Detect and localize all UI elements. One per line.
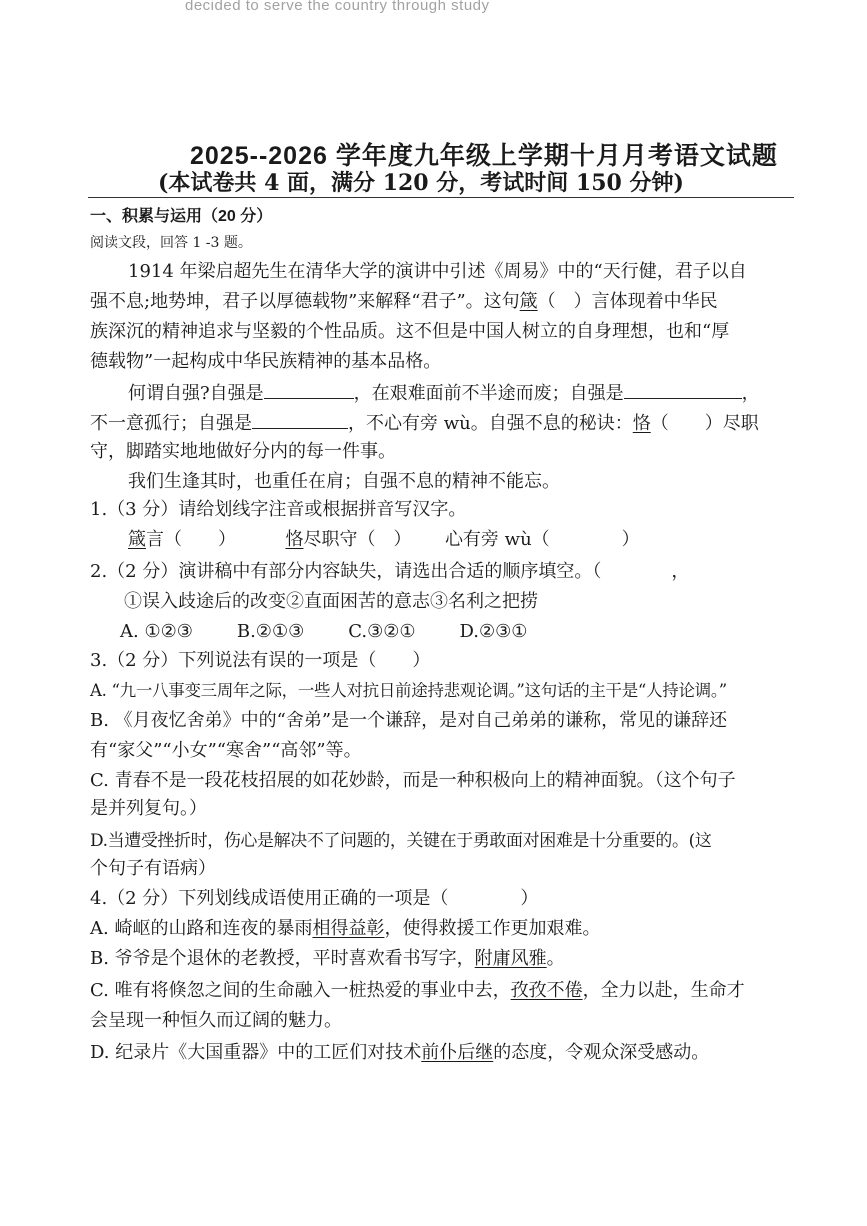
underlined-word: 箴 (519, 291, 538, 312)
item-text: 言（ ） (146, 529, 236, 550)
fill-blank[interactable] (624, 382, 742, 399)
question-2-options (120, 620, 820, 644)
option-a[interactable]: A. ①②③ (120, 621, 193, 642)
passage-text: 强不息;地势坤，君子以厚德载物”来解释“君子”。这句 (90, 291, 520, 312)
question-3-stem: 3.（2 分）下列说法有误的一项是（ ） (90, 650, 431, 671)
passage-text: ，在艰难面前不半途而废；自强是 (353, 383, 624, 404)
option-text: 。 (546, 948, 565, 969)
question-4-stem: 4.（2 分）下列划线成语使用正确的一项是（ ） (90, 888, 539, 909)
question-1-items (128, 528, 828, 552)
question-3-option-a[interactable]: A. “九一八事变三周年之际，一些人对抗日前途持悲观论调。”这句话的主干是“人持论调。” (90, 681, 727, 700)
underlined-idiom: 前仆后继 (421, 1042, 494, 1063)
question-2-items: ①误入歧途后的改变②直面困苦的意志③名利之把捞 (124, 591, 538, 612)
section-heading: 一、积累与运用（20 分） (90, 208, 273, 225)
question-3-option-c[interactable]: C. 青春不是一段花枝招展的如花妙龄，而是一种积极向上的精神面貌。（这个句子 (90, 770, 736, 791)
fill-blank[interactable] (252, 412, 348, 429)
passage-text: （ ）尽职 (650, 413, 759, 434)
passage-line (90, 412, 790, 436)
passage-text: 不一意孤行；自强是 (90, 413, 252, 434)
question-4-option-c-cont: 会呈现一种恒久而辽阔的魅力。 (90, 1010, 342, 1031)
option-text: ，全力以赴，生命才 (582, 980, 745, 1001)
option-b[interactable]: B.②①③ (236, 621, 305, 642)
option-text: 的态度，令观众深受感动。 (493, 1042, 710, 1063)
fill-blank[interactable] (264, 382, 354, 399)
question-3-option-d[interactable]: D.当遭受挫折时，伤心是解决不了问题的，关键在于勇敢面对困难是十分重要的。(这 (90, 831, 712, 851)
passage-text: （ ）言体现着中华民 (537, 291, 718, 312)
underlined-idiom: 孜孜不倦 (510, 980, 583, 1001)
option-text: B. 爷爷是个退休的老教授，平时喜欢看书写字， (90, 948, 475, 969)
item-text: 心有旁 wù（ ） (444, 529, 640, 550)
passage-line (128, 382, 828, 406)
passage-line: 1914 年梁启超先生在清华大学的演讲中引述《周易》中的“天行健，君子以自 (128, 261, 747, 282)
exam-subtitle: (本试卷共 4 面，满分 120 分，考试时间 150 分钟) (158, 170, 684, 196)
option-c[interactable]: C.③②① (348, 621, 416, 642)
option-text: D. 纪录片《大国重器》中的工匠们对技术 (90, 1042, 422, 1063)
title-divider (88, 197, 794, 198)
passage-line: 守，脚踏实地地做好分内的每一件事。 (90, 441, 396, 462)
item-text: 尽职守（ ） (303, 529, 412, 550)
passage-line: 族深沉的精神追求与坚毅的个性品质。这不但是中国人树立的自身理想，也和“厚 (90, 321, 730, 342)
question-3-option-b[interactable]: B. 《月夜忆舍弟》中的“舍弟”是一个谦辞，是对自己弟弟的谦称，常见的谦辞还 (90, 710, 728, 731)
underlined-word: 恪 (632, 413, 651, 434)
option-text: ，使得救援工作更加艰难。 (384, 918, 601, 939)
question-4-option-a[interactable] (90, 917, 790, 941)
underlined-word: 箴 (128, 529, 146, 550)
question-2-stem (90, 560, 790, 584)
option-d[interactable]: D.②③① (459, 621, 528, 642)
passage-line: 我们生逢其时，也重任在肩；自强不息的精神不能忘。 (128, 471, 560, 492)
passage-text: 何谓自强?自强是 (128, 383, 264, 404)
option-text: A. 崎岖的山路和连夜的暴雨 (90, 918, 313, 939)
exam-title: 2025--2026 学年度九年级上学期十月月考语文试题 (190, 142, 778, 170)
underlined-word: 恪 (285, 529, 304, 550)
bleed-through-text: decided to serve the country through study (185, 0, 490, 14)
question-4-option-b[interactable] (90, 947, 790, 971)
question-1-stem: 1.（3 分）请给划线字注音或根据拼音写汉字。 (90, 499, 467, 520)
question-4-option-c[interactable] (90, 979, 790, 1003)
passage-line (90, 290, 790, 314)
option-text: C. 唯有将倏忽之间的生命融入一桩热爱的事业中去， (90, 980, 511, 1001)
underlined-idiom: 相得益彰 (312, 918, 385, 939)
question-3-option-c-cont: 是并列复句。） (90, 798, 207, 819)
underlined-idiom: 附庸风雅 (474, 948, 547, 969)
section-instruction: 阅读文段，回答 1 -3 题。 (90, 235, 252, 251)
stem-text: 2.（2 分）演讲稿中有部分内容缺失，请选出合适的顺序填空。（ (90, 561, 602, 582)
passage-text: ， (741, 383, 760, 404)
question-3-option-b-cont: 有“家父”“小女”“寒舍”“高邻”等。 (90, 740, 362, 761)
passage-text: ，不心有旁 wù。自强不息的秘诀： (348, 413, 633, 434)
question-3-option-d-cont: 个句子有语病） (90, 858, 216, 879)
passage-line: 德载物”一起构成中华民族精神的基本品格。 (90, 351, 442, 372)
stem-text: ， (671, 561, 690, 582)
question-4-option-d[interactable] (90, 1041, 790, 1065)
